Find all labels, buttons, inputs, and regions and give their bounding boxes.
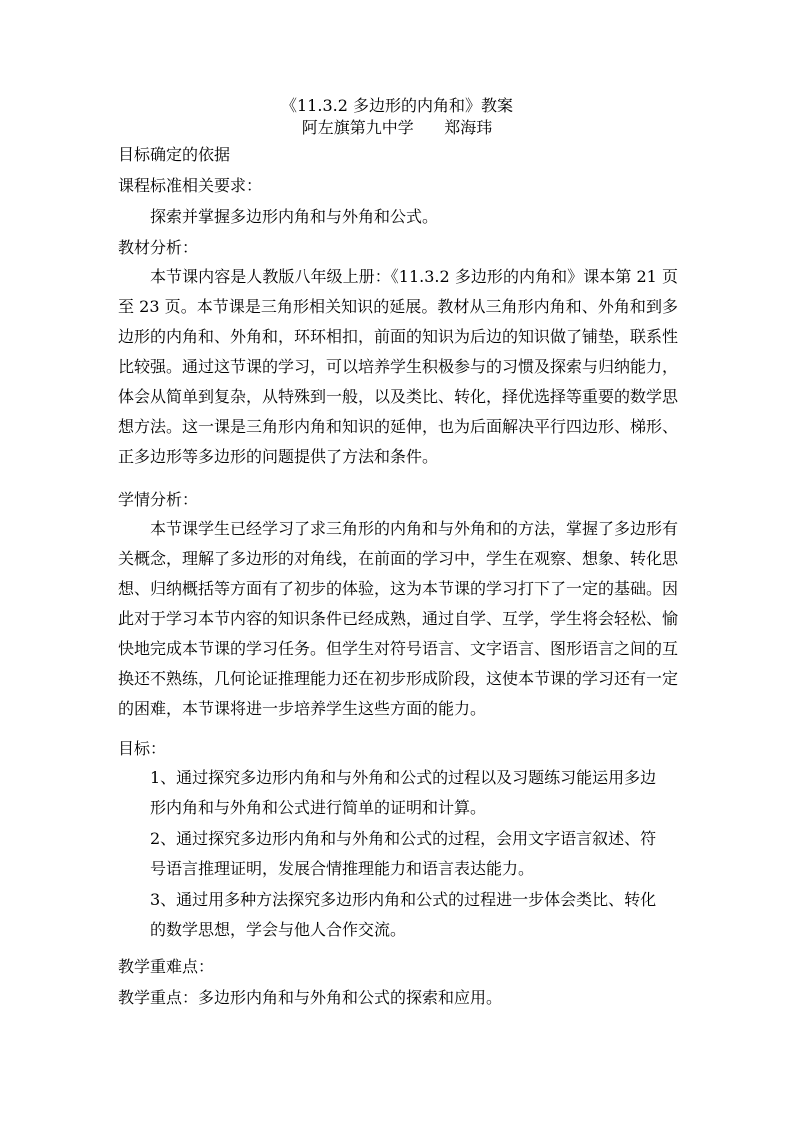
- goal-item-3: [150, 885, 680, 945]
- students-heading: 学情分析：: [118, 490, 199, 509]
- document-title: 《11.3.2 多边形的内角和》教案: [281, 96, 513, 115]
- goal-item-3-line1: 3、通过用多种方法探究多边形内角和公式的过程进一步体会类比、转化: [150, 890, 657, 909]
- goals-heading: 目标：: [118, 739, 167, 758]
- basis-heading: 目标确定的依据: [118, 145, 231, 164]
- goal-item-3-line2: 的数学思想，学会与他人合作交流。: [150, 920, 407, 939]
- goal-item-1-line1: 1、通过探究多边形内角和与外角和公式的过程以及习题练习能运用多边: [150, 768, 657, 787]
- curriculum-text: 探索并掌握多边形内角和与外角和公式。: [150, 207, 439, 226]
- goal-item-2-line2: 号语言推理证明，发展合情推理能力和语言表达能力。: [150, 859, 535, 878]
- author-line: 阿左旗第九中学 郑海玮: [301, 118, 493, 137]
- curriculum-heading: 课程标准相关要求：: [118, 176, 263, 195]
- goal-item-2-line1: 2、通过探究多边形内角和与外角和公式的过程，会用文字语言叙述、符: [150, 829, 657, 848]
- key-point-line: 教学重点：多边形内角和与外角和公式的探索和应用。: [118, 988, 503, 1007]
- goal-item-1-line2: 形内角和与外角和公式进行简单的证明和计算。: [150, 798, 487, 817]
- textbook-heading: 教材分析：: [118, 238, 199, 257]
- goal-item-1: [150, 763, 680, 823]
- difficulty-heading: 教学重难点：: [118, 957, 215, 976]
- students-paragraph: 本节课学生已经学习了求三角形的内角和与外角和的方法，掌握了多边形有关概念，理解了多边形的对角线，在前面的学习中，学生在观察、想象、转化思想、归纳概括等方面有了初步的体验，这为本节课的学习打下了一定的基础。因此对于学习本节内容的知识条件已经成熟，通过自学、互学，学生将会轻松、愉快地完成本节课的学习任务。但学生对符号语言、文字语言、图形语言之间的互换还不熟练，几何论证推理能力还在初步形成阶段，这使本节课的学习还有一定的困难，本节课将进一步培养学生这些方面的能力。: [118, 519, 679, 718]
- goal-item-2: [150, 824, 680, 884]
- textbook-paragraph: 本节课内容是人教版八年级上册：《11.3.2 多边形的内角和》课本第 21 页至 23 页。本节课是三角形相关知识的延展。教材从三角形内角和、外角和到多边形的内角和、外角和，环环相扣，前面的知识为后边的知识做了铺垫，联系性比较强。通过这节课的学习，可以培养学生积极参与的习惯及探索与归纳能力，体会从简单到复杂，从特殊到一般，以及类比、转化，择优选择等重要的数学思想方法。这一课是三角形内角和知识的延伸，也为后面解决平行四边形、梯形、正多边形等多边形的问题提供了方法和条件。: [118, 267, 679, 466]
